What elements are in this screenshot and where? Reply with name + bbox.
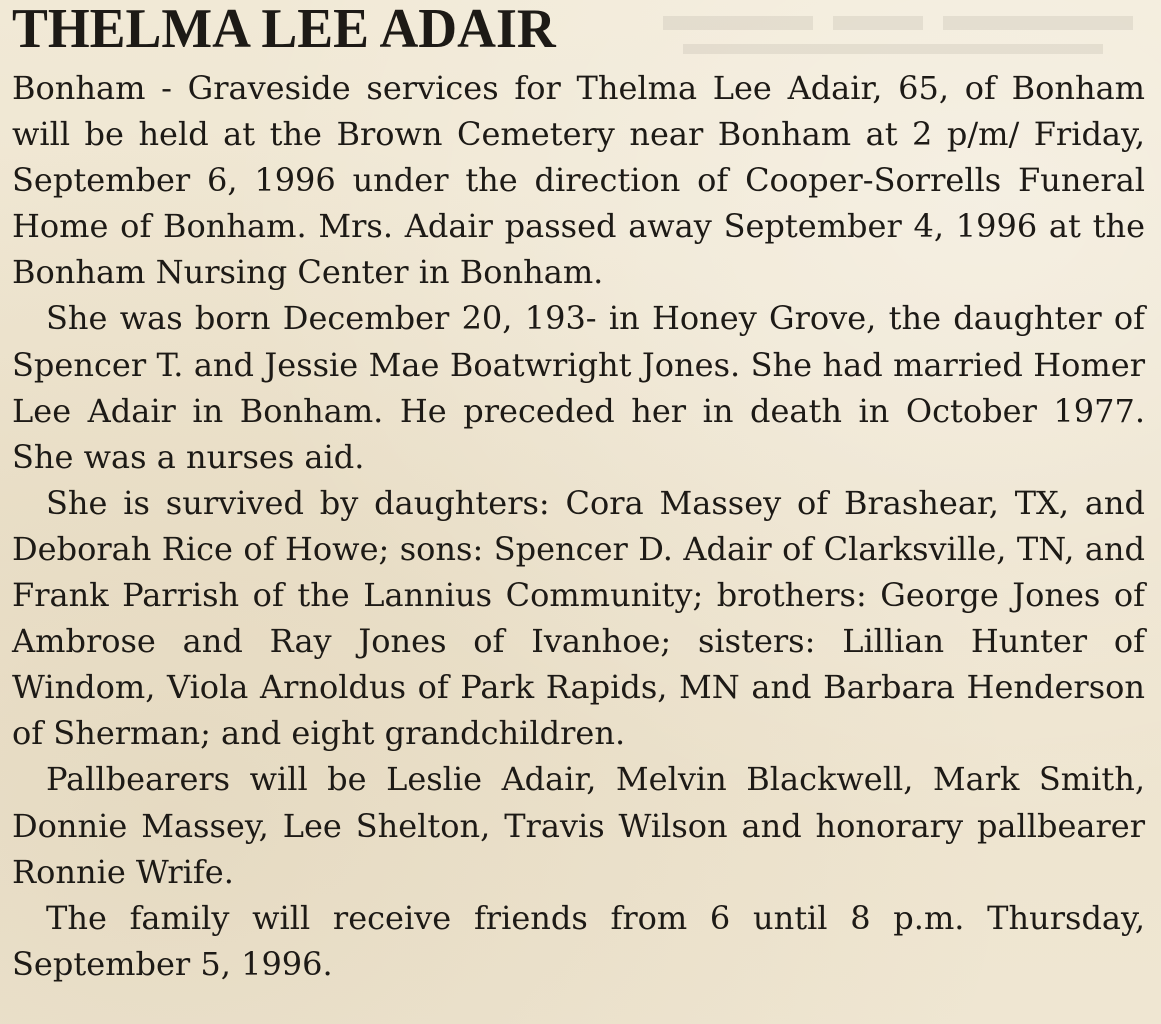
paragraph-biography: She was born December 20, 193- in Honey Grove, the daughter of Spencer T. and Jessie Mae Boatwright Jones. She had married Homer Lee Adair in Bonham. He preceded her in death in October 1977. She was a nurses aid. bbox=[12, 299, 1145, 476]
paragraph-service-details: Bonham - Graveside services for Thelma Lee Adair, 65, of Bonham will be held at the Brown Cemetery near Bonham at 2 p/m/ Friday, September 6, 1996 under the direction of Cooper-Sorrells Funeral Home of Bonham. Mrs. Adair passed away September 4, 1996 at the Bonham Nursing Center in Bonham. bbox=[12, 69, 1145, 292]
paragraph-survivors: She is survived by daughters: Cora Massey of Brashear, TX, and Deborah Rice of Howe; sons: Spencer D. Adair of Clarksville, TN, and Frank Parrish of the Lannius Community; brothers: George Jones of Ambrose and Ray Jones of Ivanhoe; sisters: Lillian Hunter of Windom, Viola Arnoldus of Park Rapids, MN and Barbara Henderson of Sherman; and eight grandchildren. bbox=[12, 483, 1145, 753]
obituary-headline: THELMA LEE ADAIR bbox=[12, 0, 556, 60]
obituary-body bbox=[12, 65, 1145, 987]
paragraph-visitation: The family will receive friends from 6 until 8 p.m. Thursday, September 5, 1996. bbox=[12, 898, 1145, 983]
paragraph-pallbearers: Pallbearers will be Leslie Adair, Melvin Blackwell, Mark Smith, Donnie Massey, Lee Shelton, Travis Wilson and honorary pallbearer Ronnie Wrife. bbox=[12, 760, 1145, 891]
bleed-through-texture bbox=[663, 8, 1143, 68]
